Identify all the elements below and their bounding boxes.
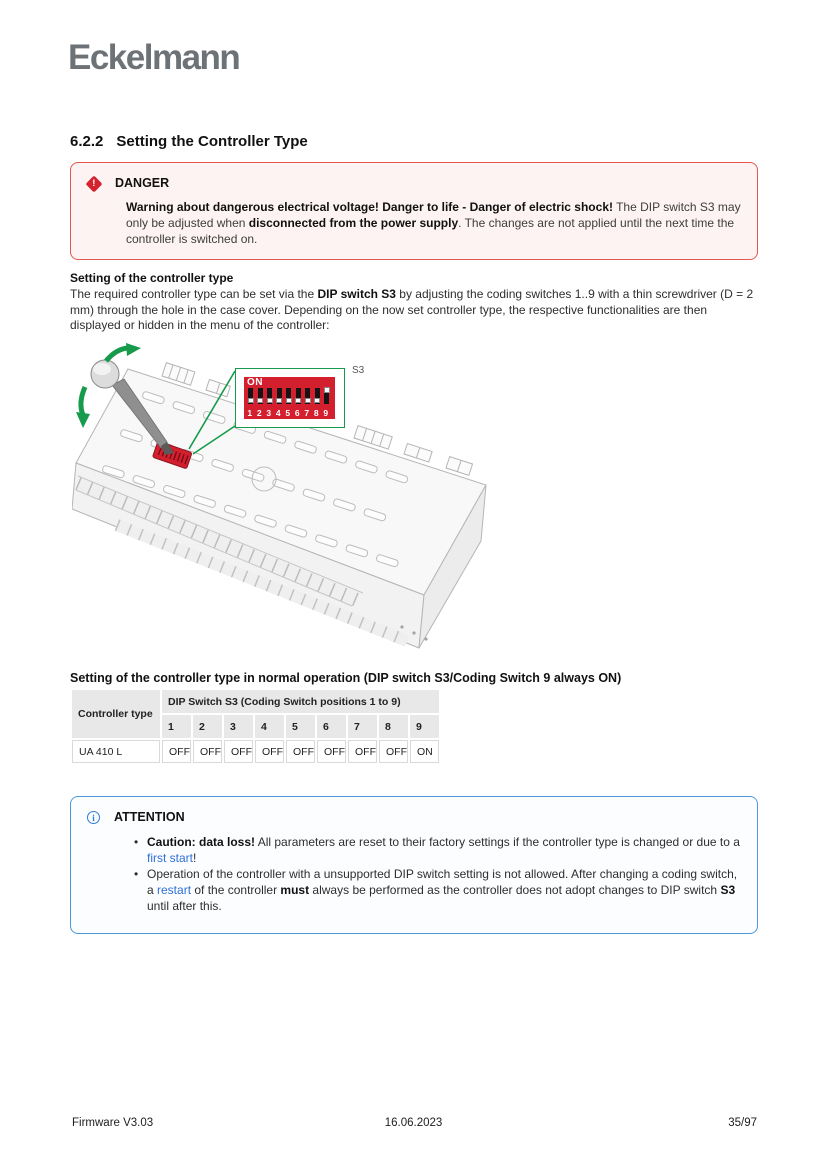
- info-icon: i: [87, 811, 100, 824]
- section-title: Setting the Controller Type: [116, 133, 308, 150]
- dip-number-label: 5: [285, 408, 291, 418]
- danger-diamond-icon: !: [86, 176, 103, 193]
- text: !: [193, 851, 197, 865]
- bold-text: Warning about dangerous electrical voltage! Danger to life - Danger of electric shock!: [126, 200, 613, 214]
- text: The DIP switch S3 may only be adjusted when: [126, 200, 741, 230]
- danger-body-text: [126, 199, 754, 247]
- dip-switch-9: [324, 388, 329, 404]
- table-cell: OFF: [162, 740, 191, 763]
- table-cell: Controller type: [72, 690, 160, 738]
- table-cell: 7: [348, 715, 377, 738]
- dip-number-label: 1: [247, 408, 253, 418]
- table-cell: 8: [379, 715, 408, 738]
- table-cell: 1: [162, 715, 191, 738]
- dip-number-label: 6: [294, 408, 300, 418]
- dip-number-label: 9: [323, 408, 329, 418]
- table-cell: 6: [317, 715, 346, 738]
- s3-label: S3: [352, 365, 365, 376]
- dip-number-label: 4: [275, 408, 281, 418]
- table-cell: OFF: [224, 740, 253, 763]
- dip-number-label: 2: [256, 408, 262, 418]
- footer-page-number: 35/97: [728, 1117, 757, 1129]
- danger-notice-box: [70, 162, 758, 260]
- danger-title: DANGER: [115, 176, 170, 190]
- table-cell: OFF: [379, 740, 408, 763]
- bold-text: S3: [720, 883, 736, 897]
- dip-switch-1: [248, 388, 253, 404]
- table-cell: OFF: [286, 740, 315, 763]
- table-cell: OFF: [255, 740, 284, 763]
- dip-on-label: ON: [247, 377, 263, 388]
- table-cell: DIP Switch S3 (Coding Switch positions 1 to 9): [162, 690, 439, 713]
- intro-paragraph: [70, 287, 760, 334]
- attention-bullet: [133, 834, 747, 866]
- dip-switch-3: [267, 388, 272, 404]
- text: All parameters are reset to their factory settings if the controller type is changed or due to a: [255, 835, 740, 849]
- table-cell: OFF: [193, 740, 222, 763]
- attention-bullet: [133, 866, 747, 914]
- dip-switch-row: [248, 388, 329, 404]
- dip-switch-panel: [244, 377, 335, 419]
- dip-number-label: 7: [304, 408, 310, 418]
- table-cell: ON: [410, 740, 439, 763]
- attention-notice-box: [70, 796, 758, 934]
- dip-switch-2: [258, 388, 263, 404]
- table-cell: UA 410 L: [72, 740, 160, 763]
- text: until after this.: [147, 899, 222, 913]
- footer-firmware-version: Firmware V3.03: [72, 1117, 154, 1129]
- text: always be performed as the controller does not adopt changes to DIP switch: [309, 883, 721, 897]
- table-cell: 2: [193, 715, 222, 738]
- dip-table: [70, 688, 441, 765]
- bold-text: DIP switch S3: [317, 287, 396, 301]
- dip-number-row: [245, 408, 331, 418]
- table-cell: 9: [410, 715, 439, 738]
- table-cell: 5: [286, 715, 315, 738]
- table-row: [72, 740, 439, 763]
- footer-date: 16.06.2023: [384, 1117, 443, 1129]
- table-cell: 3: [224, 715, 253, 738]
- controller-illustration: [72, 343, 512, 663]
- text: of the controller: [191, 883, 281, 897]
- table-cell: OFF: [348, 740, 377, 763]
- dip-switch-5: [286, 388, 291, 404]
- attention-bullet-list: [133, 834, 741, 914]
- dip-number-label: 3: [266, 408, 272, 418]
- inline-link[interactable]: restart: [157, 883, 192, 897]
- section-heading: [70, 133, 308, 150]
- bold-text: Caution: data loss!: [147, 835, 256, 849]
- section-number: 6.2.2: [70, 133, 104, 150]
- company-logo: Eckelmann: [68, 38, 240, 77]
- table-heading: Setting of the controller type in normal operation (DIP switch S3/Coding Switch 9 always ON): [70, 671, 622, 685]
- dip-number-label: 8: [313, 408, 319, 418]
- text: The required controller type can be set via the: [70, 287, 318, 301]
- dip-switch-6: [296, 388, 301, 404]
- bold-text: disconnected from the power supply: [248, 216, 459, 230]
- dip-switch-8: [315, 388, 320, 404]
- inline-link[interactable]: first start: [147, 851, 194, 865]
- text: . The changes are not applied until the next time the controller is switched on.: [126, 216, 735, 246]
- attention-title: ATTENTION: [114, 810, 185, 824]
- dip-switch-4: [277, 388, 282, 404]
- dip-switch-callout: [235, 368, 345, 428]
- bold-text: must: [280, 883, 310, 897]
- dip-switch-7: [305, 388, 310, 404]
- text: Operation of the controller with a unsupported DIP switch setting is not allowed. After changing a coding switch, a: [147, 867, 738, 897]
- text: by adjusting the coding switches 1..9 with a thin screwdriver (D = 2 mm) through the hole in the case cover. Depending on the now set controller type, the respective functionalities are then displayed or hidden in the menu of the controller:: [70, 287, 754, 333]
- intro-heading: Setting of the controller type: [70, 271, 234, 285]
- table-cell: OFF: [317, 740, 346, 763]
- table-cell: 4: [255, 715, 284, 738]
